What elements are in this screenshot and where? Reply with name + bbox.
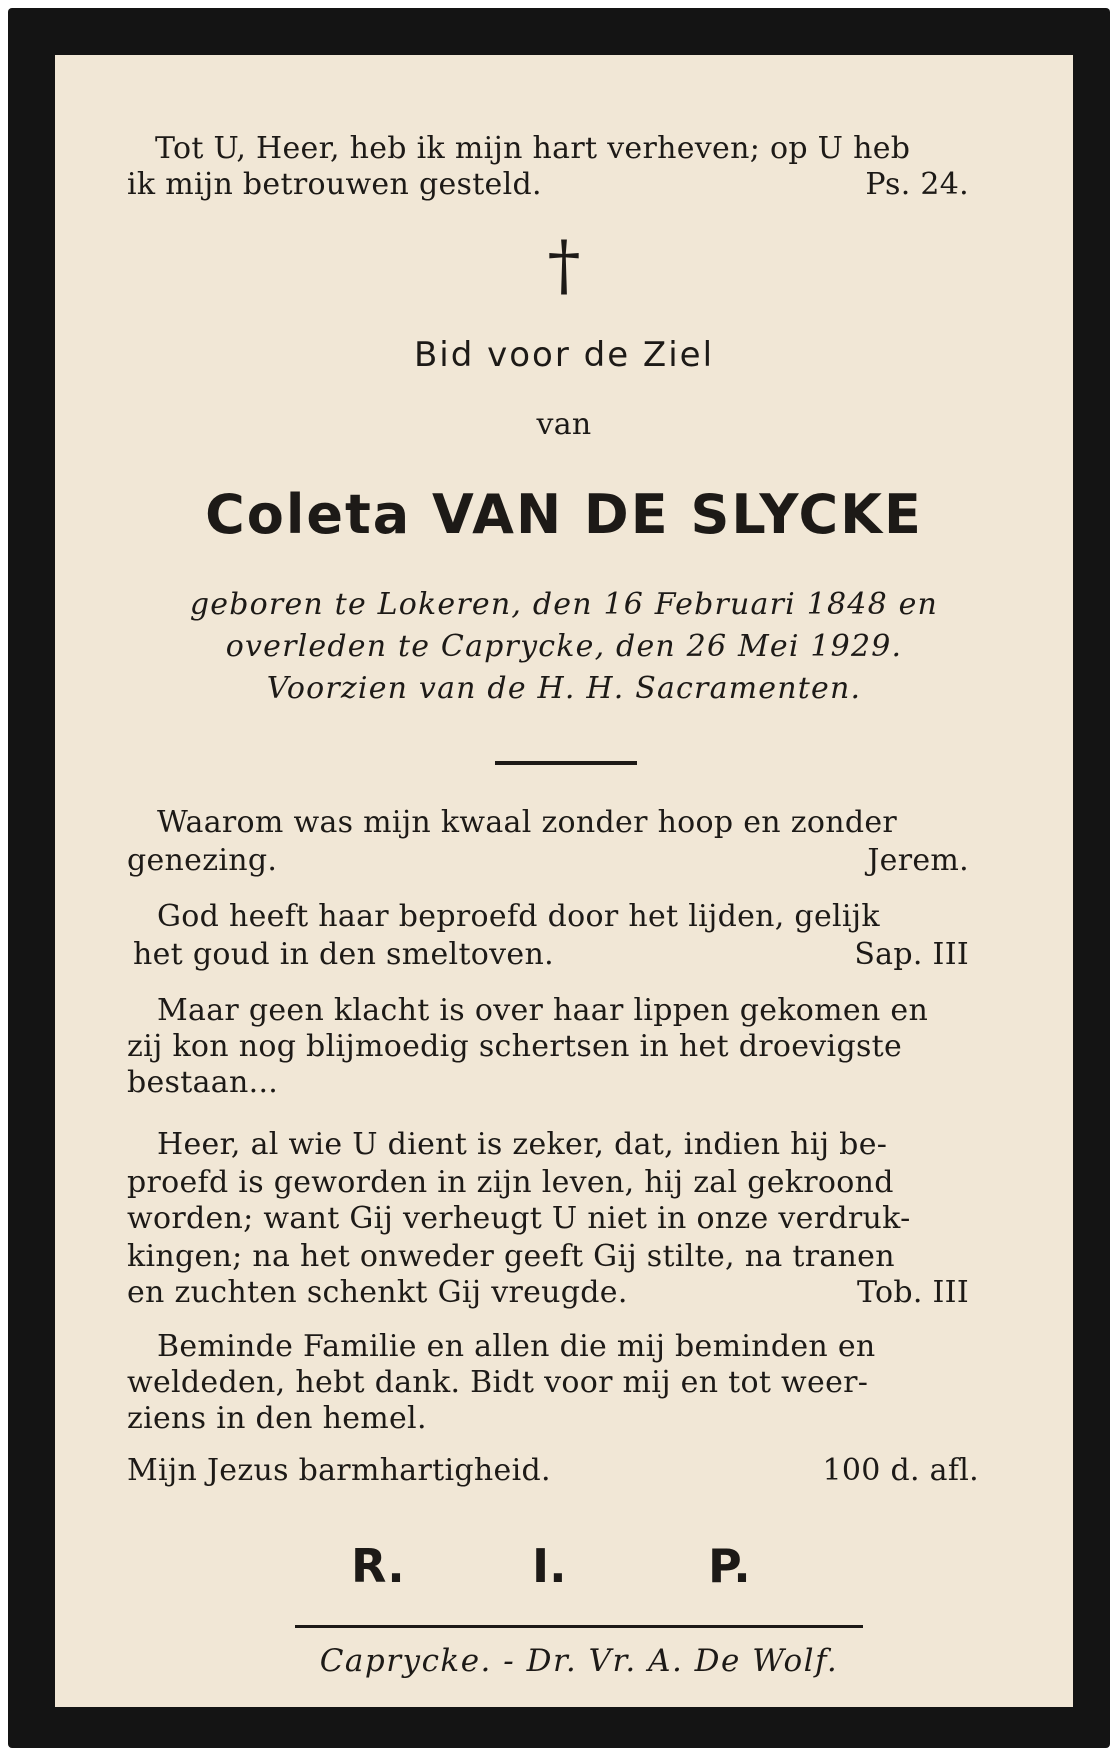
verse-reference: Jerem.	[867, 843, 969, 878]
verse-line: Beminde Familie en allen die mij beminden en	[157, 1329, 876, 1364]
printer-credit: Caprycke. - Dr. Vr. A. De Wolf.	[319, 1643, 839, 1679]
memorial-card	[8, 8, 1110, 1748]
sacraments-line: Voorzien van de H. H. Sacramenten.	[266, 671, 862, 706]
closing-invocation: Mijn Jezus barmhartigheid.	[127, 1453, 551, 1488]
rip-i: I.	[532, 1539, 567, 1593]
verse-reference: Sap. III	[854, 937, 969, 972]
verse-line: kingen; na het onweder geeft Gij stilte, na tranen	[127, 1239, 895, 1274]
verse-reference: Tob. III	[857, 1275, 969, 1310]
verse-line: Heer, al wie U dient is zeker, dat, indien hij be-	[157, 1127, 888, 1162]
verse-line: proefd is geworden in zijn leven, hij zal gekroond	[127, 1165, 894, 1200]
verse-line: zij kon nog blijmoedig schertsen in het droevigste	[127, 1029, 903, 1064]
verse-line: Waarom was mijn kwaal zonder hoop en zonder	[157, 805, 898, 840]
rip-r: R.	[351, 1539, 405, 1593]
epigraph-reference: Ps. 24.	[865, 167, 969, 202]
death-line: overleden te Caprycke, den 26 Mei 1929.	[225, 629, 903, 664]
heading-van: van	[536, 407, 592, 442]
verse-line: God heeft haar beproefd door het lijden, gelijk	[157, 899, 880, 934]
epigraph-line-2: ik mijn betrouwen gesteld.	[127, 167, 542, 202]
verse-line: en zuchten schenkt Gij vreugde.	[127, 1275, 628, 1310]
verse-line: bestaan...	[127, 1065, 279, 1100]
birth-line: geboren te Lokeren, den 16 Februari 1848 en	[189, 587, 939, 622]
deceased-name: Coleta VAN DE SLYCKE	[205, 483, 923, 546]
verse-line: ziens in den hemel.	[127, 1401, 427, 1436]
verse-line: worden; want Gij verheugt U niet in onze verdruk-	[127, 1201, 911, 1236]
verse-line: genezing.	[127, 843, 278, 878]
prayer-heading: Bid voor de Ziel	[413, 335, 715, 375]
cross-icon: †	[547, 227, 581, 304]
printer-rule	[295, 1625, 863, 1628]
epigraph-line-1: Tot U, Heer, heb ik mijn hart verheven; op U heb	[155, 131, 911, 166]
verse-line: Maar geen klacht is over haar lippen gekomen en	[157, 993, 929, 1028]
card-paper	[55, 55, 1073, 1707]
rip-p: P.	[708, 1539, 751, 1593]
verse-line: weldeden, hebt dank. Bidt voor mij en tot weer-	[127, 1365, 869, 1400]
verse-line: het goud in den smeltoven.	[133, 937, 554, 972]
indulgence-note: 100 d. afl.	[822, 1453, 979, 1488]
divider-rule	[495, 761, 637, 765]
